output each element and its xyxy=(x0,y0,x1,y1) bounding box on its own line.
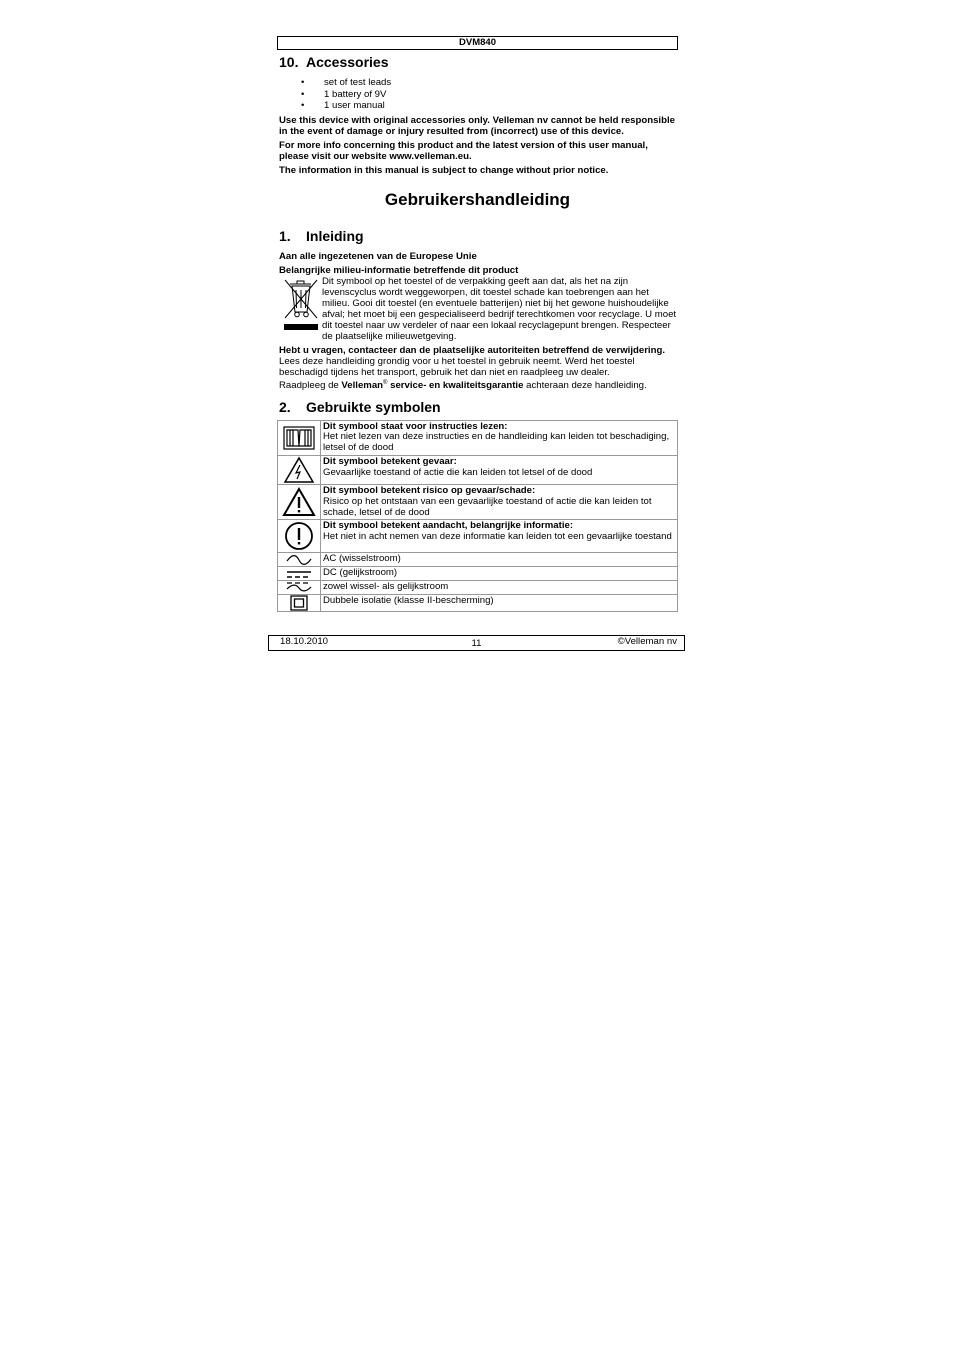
ac-wave-icon xyxy=(278,555,320,565)
table-row xyxy=(278,485,678,520)
change-notice: The information in this manual is subject to change without prior notice. xyxy=(279,164,609,176)
table-row xyxy=(278,520,678,553)
weee-text: Dit symbool op het toestel of de verpakking geeft aan dat, als het na zijn levenscyclus wordt weggeworpen, dit toestel schade kan toebrengen aan het milieu. Gooi dit toestel (en eventuele batterijen) niet bij het gewone huishoudelijke afval; het moet bij een gespecialiseerd bedrijf terechtkomen voor recyclage. U moet dit toestel naar uw verdeler of naar een lokaal recyclagepunt brengen. Respecteer de plaatselijke milieuwetgeving. xyxy=(322,275,677,342)
weee-block xyxy=(279,276,678,342)
table-row xyxy=(278,420,678,455)
dc-icon xyxy=(278,569,320,579)
website-note: For more info concerning this product and the latest version of this user manual, please visit our website www.velleman.eu. xyxy=(279,139,648,162)
warning-triangle-icon xyxy=(278,487,320,517)
table-row xyxy=(278,553,678,567)
accessories-list xyxy=(277,77,678,112)
symbol-text: DC (gelijkstroom) xyxy=(323,567,398,579)
symbol-title: Dit symbool betekent aandacht, belangrijke informatie: xyxy=(323,520,574,532)
symbols-table xyxy=(277,420,678,612)
symbolen-heading: 2. Gebruikte symbolen xyxy=(279,398,441,415)
page-header xyxy=(277,36,678,50)
table-row xyxy=(278,594,678,611)
footer-date: 18.10.2010 xyxy=(280,636,329,647)
book-icon xyxy=(278,425,320,451)
read-manual-text: Lees deze handleiding grondig voor u het toestel in gebruik neemt. Werd het toestel beschadigd tijdens het transport, gebruik het dan niet en raadpleeg uw dealer. xyxy=(279,355,635,378)
double-insulation-icon xyxy=(278,595,320,611)
warranty-line: Raadpleeg de Velleman® service- en kwaliteitsgarantie achteraan deze handleiding. xyxy=(279,379,647,391)
eu-residents-line: Aan alle ingezetenen van de Europese Unie xyxy=(279,250,477,262)
symbol-text: Dubbele isolatie (klasse II-bescherming) xyxy=(323,594,494,606)
list-item: • set of test leads xyxy=(277,77,678,89)
footer-copyright: ©Velleman nv xyxy=(617,636,677,647)
inleiding-heading: 1. Inleiding xyxy=(279,227,364,244)
weee-bin-icon xyxy=(279,276,322,342)
original-accessories-note: Use this device with original accessories only. Velleman nv cannot be held responsible in the event of damage or injury resulted from (incorrect) use of this device. xyxy=(279,114,675,137)
exclamation-circle-icon xyxy=(278,521,320,551)
symbol-text: AC (wisselstroom) xyxy=(323,553,401,565)
ac-dc-icon xyxy=(278,581,320,593)
symbol-title: Dit symbool betekent gevaar: xyxy=(323,456,457,468)
document-title: Gebruikershandleiding xyxy=(384,189,571,209)
symbol-title: Dit symbool betekent risico op gevaar/schade: xyxy=(323,485,536,497)
page-number: 11 xyxy=(471,638,482,649)
table-row xyxy=(278,581,678,595)
list-item: • 1 user manual xyxy=(277,100,678,112)
high-voltage-warning-icon xyxy=(278,456,320,484)
accessories-heading: 10. Accessories xyxy=(279,54,389,70)
symbol-text: Het niet lezen van deze instructies en de handleiding kan leiden tot beschadiging, letsel of de dood xyxy=(323,431,670,454)
page-footer xyxy=(268,635,685,651)
list-item: • 1 battery of 9V xyxy=(277,89,678,101)
manual-page xyxy=(277,36,678,612)
symbol-text: zowel wissel- als gelijkstroom xyxy=(323,581,449,593)
symbol-title: Dit symbool staat voor instructies lezen: xyxy=(323,420,508,432)
table-row xyxy=(278,567,678,581)
model-name: DVM840 xyxy=(459,37,496,48)
environment-info-line: Belangrijke milieu-informatie betreffende dit product xyxy=(279,264,519,276)
table-row xyxy=(278,456,678,485)
symbol-text: Gevaarlijke toestand of actie die kan leiden tot letsel of de dood xyxy=(323,466,593,478)
questions-note: Hebt u vragen, contacteer dan de plaatselijke autoriteiten betreffend de verwijdering. xyxy=(279,344,665,356)
symbol-text: Het niet in acht nemen van deze informatie kan leiden tot een gevaarlijke toestand xyxy=(323,531,672,543)
symbol-text: Risico op het ontstaan van een gevaarlijke toestand of actie die kan leiden tot schade, letsel of de dood xyxy=(323,495,652,518)
